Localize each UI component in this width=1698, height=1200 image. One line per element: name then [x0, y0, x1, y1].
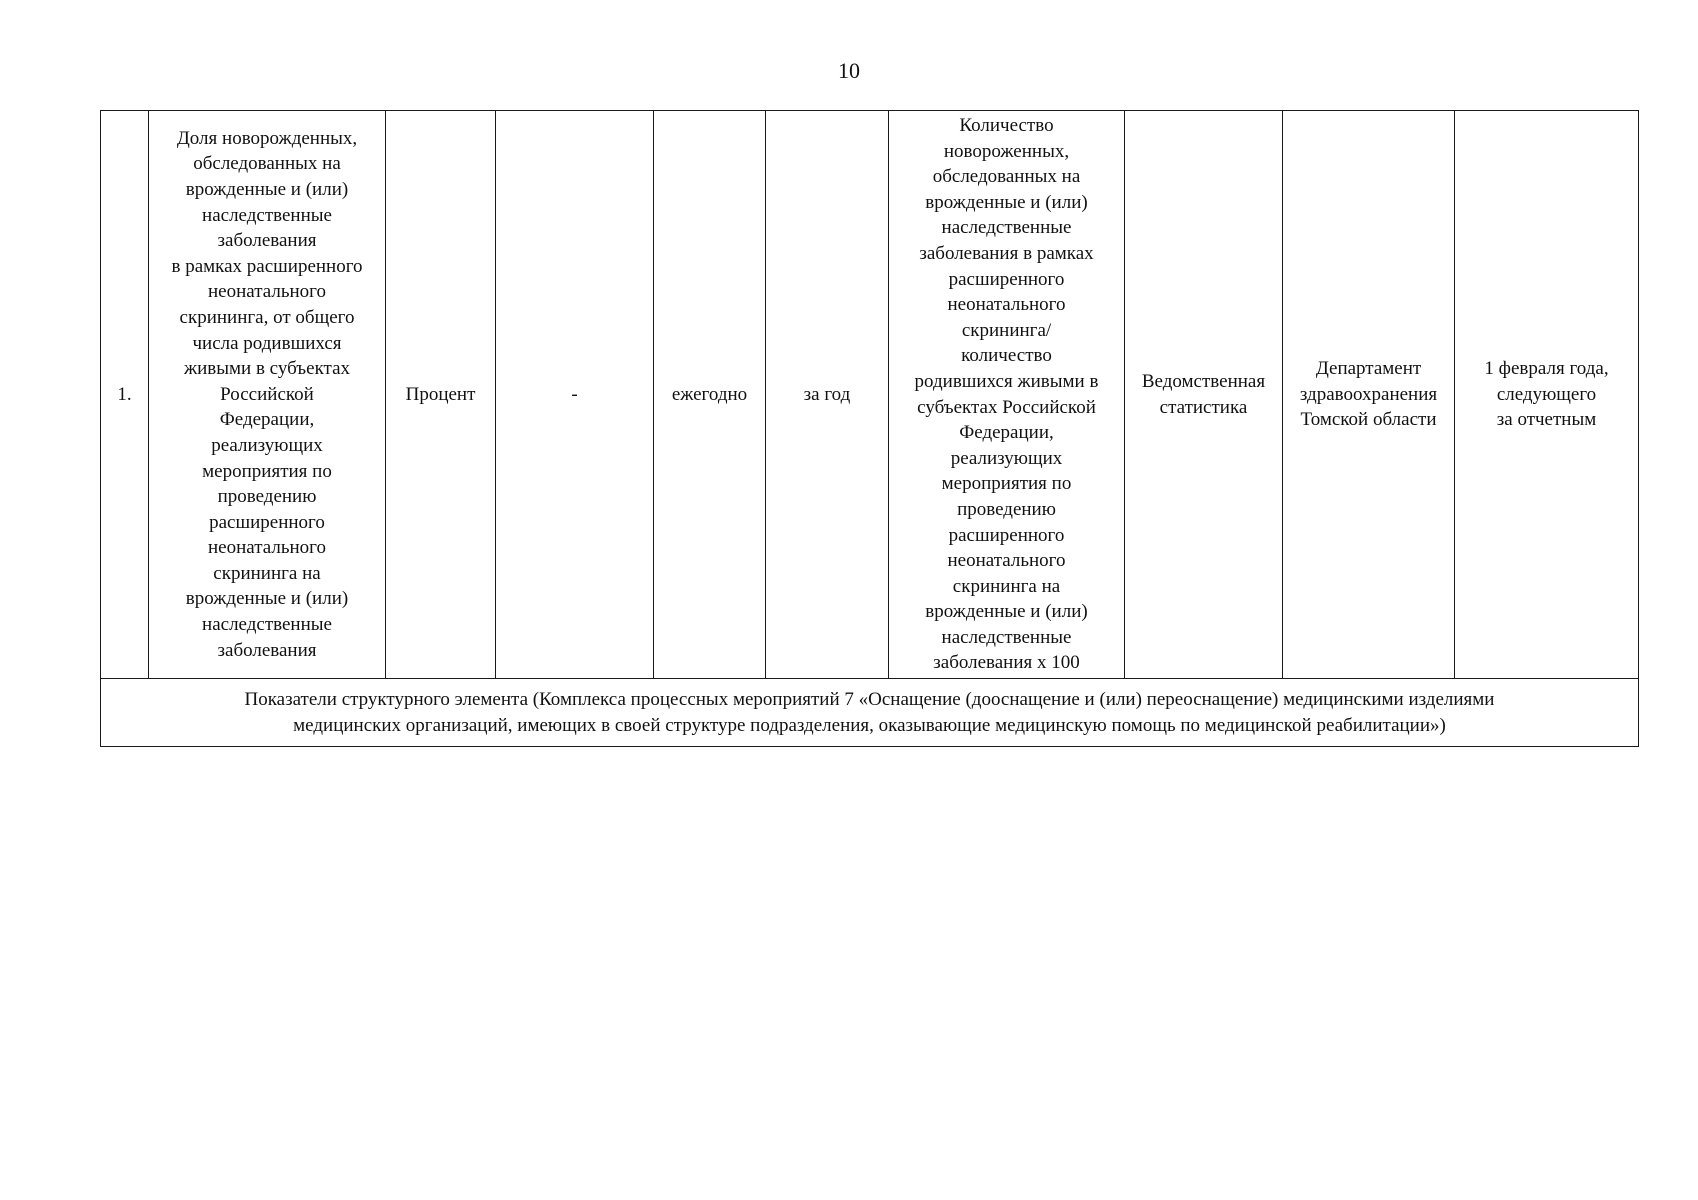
periodicity-cell: ежегодно [654, 111, 766, 679]
source-cell: Ведомственная статистика [1125, 111, 1283, 679]
indicator-name-cell: Доля новорожденных, обследованных на врожденные и (или) наследственные заболевания в рамках расширенного неонатального скрининга, от общего числа родившихся живыми в субъектах Российской Федерации, реализующих мероприятия по проведению расширенного неонатального скрининга на врожденные и (или) наследственные заболевания [149, 111, 386, 679]
section-heading-cell: Показатели структурного элемента (Комплекса процессных мероприятий 7 «Оснащение (дооснащение и (или) переоснащение) медицинскими изделиями медицинских организаций, имеющих в своей структуре подразделения, оказывающие медицинскую помощь по медицинской реабилитации») [101, 679, 1639, 747]
responsible-cell: Департамент здравоохранения Томской области [1283, 111, 1455, 679]
unit-cell: Процент [386, 111, 496, 679]
period-cell: за год [766, 111, 889, 679]
section-heading-row [101, 679, 1639, 747]
row-number-cell: 1. [101, 111, 149, 679]
table-row [101, 111, 1639, 679]
indicators-table [100, 110, 1639, 747]
formula-cell: Количество новороженных, обследованных на врожденные и (или) наследственные заболевания в рамках расширенного неонатального скрининга/ количество родившихся живыми в субъектах Российской Федерации, реализующих мероприятия по проведению расширенного неонатального скрининга на врожденные и (или) наследственные заболевания х 100 [889, 111, 1125, 679]
deadline-cell: 1 февраля года, следующего за отчетным [1455, 111, 1639, 679]
page-number: 10 [838, 58, 860, 83]
base-value-cell: - [496, 111, 654, 679]
